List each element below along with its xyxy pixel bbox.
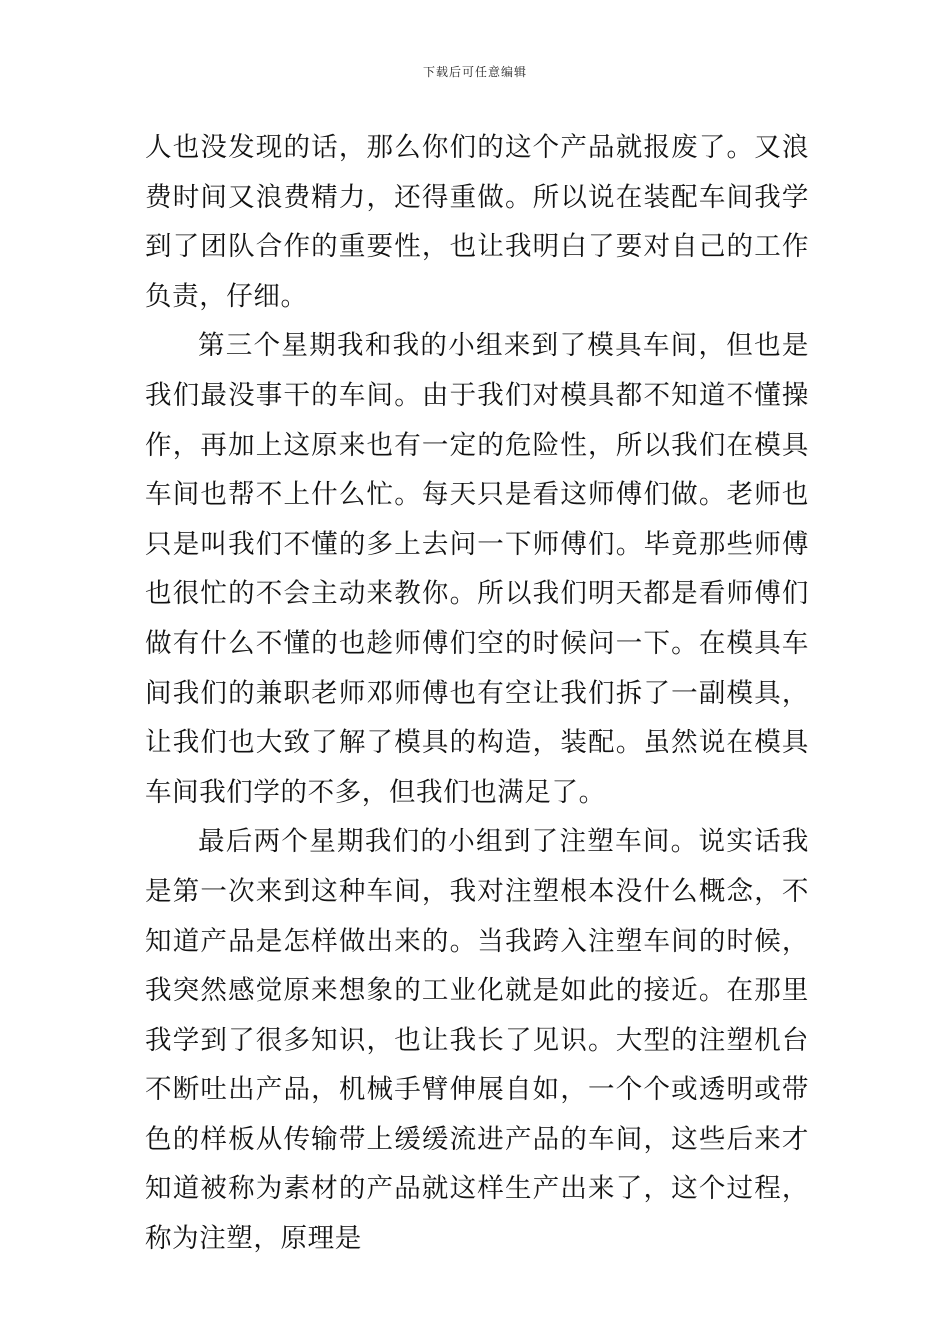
document-body <box>145 123 809 1264</box>
paragraph-continuation: 人也没发现的话，那么你们的这个产品就报废了。又浪费时间又浪费精力，还得重做。所以说在装配车间我学到了团队合作的重要性，也让我明白了要对自己的工作负责，仔细。 <box>145 132 809 312</box>
paragraph-mold-workshop: 第三个星期我和我的小组来到了模具车间，但也是我们最没事干的车间。由于我们对模具都不知道不懂操作，再加上这原来也有一定的危险性，所以我们在模具车间也帮不上什么忙。每天只是看这师傅们做。老师也只是叫我们不懂的多上去问一下师傅们。毕竟那些师傅也很忙的不会主动来教你。所以我们明天都是看师傅们做有什么不懂的也趁师傅们空的时候问一下。在模具车间我们的兼职老师邓师傅也有空让我们拆了一副模具，让我们也大致了解了模具的构造，装配。虽然说在模具车间我们学的不多，但我们也满足了。 <box>145 330 809 808</box>
page-header: 下载后可任意编辑 <box>422 65 527 79</box>
paragraph-injection-workshop: 最后两个星期我们的小组到了注塑车间。说实话我是第一次来到这种车间，我对注塑根本没什么概念，不知道产品是怎样做出来的。当我跨入注塑车间的时候，我突然感觉原来想象的工业化就是如此的接近。在那里我学到了很多知识，也让我长了见识。大型的注塑机台不断吐出产品，机械手臂伸展自如，一个个或透明或带色的样板从传输带上缓缓流进产品的车间，这些后来才知道被称为素材的产品就这样生产出来了，这个过程，称为注塑，原理是 <box>145 826 809 1255</box>
